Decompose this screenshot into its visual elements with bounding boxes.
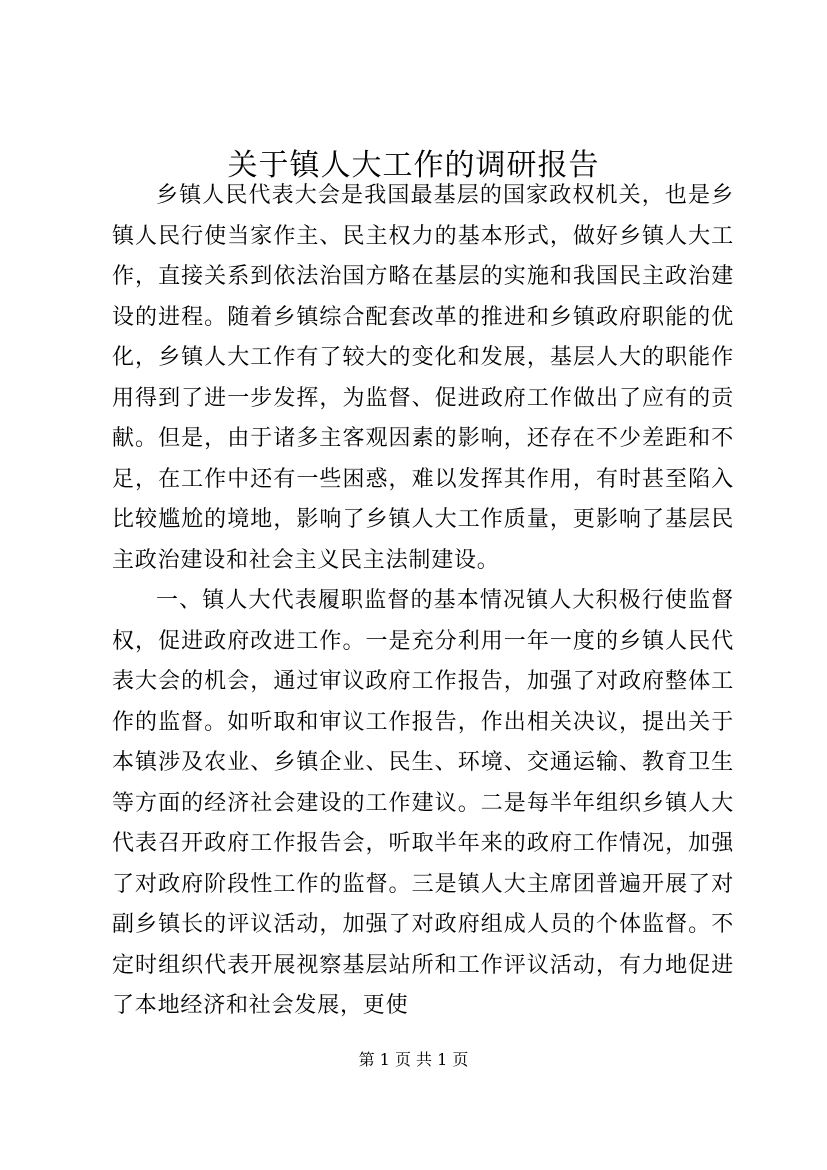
page-footer: 第 1 页 共 1 页	[358, 1050, 469, 1069]
paragraph-section-one: 一、镇人大代表履职监督的基本情况镇人大积极行使监督权，促进政府改进工作。一是充分利用一年一度的乡镇人民代表大会的机会，通过审议政府工作报告，加强了对政府整体工作的监督。如听取和审议工作报告，作出相关决议，提出关于本镇涉及农业、乡镇企业、民生、环境、交通运输、教育卫生等方面的经济社会建设的工作建议。二是每半年组织乡镇人大代表召开政府工作报告会，听取半年来的政府工作情况，加强了对政府阶段性工作的监督。三是镇人大主席团普遍开展了对副乡镇长的评议活动，加强了对政府组成人员的个体监督。不定时组织代表开展视察基层站所和工作评议活动，有力地促进了本地经济和社会发展，更使	[112, 588, 734, 1018]
paragraph-intro: 乡镇人民代表大会是我国最基层的国家政权机关，也是乡镇人民行使当家作主、民主权力的基本形式，做好乡镇人大工作，直接关系到依法治国方略在基层的实施和我国民主政治建设的进程。随着乡镇综合配套改革的推进和乡镇政府职能的优化，乡镇人大工作有了较大的变化和发展，基层人大的职能作用得到了进一步发挥，为监督、促进政府工作做出了应有的贡献。但是，由于诸多主客观因素的影响，还存在不少差距和不足，在工作中还有一些困惑，难以发挥其作用，有时甚至陷入比较尴尬的境地，影响了乡镇人大工作质量，更影响了基层民主政治建设和社会主义民主法制建设。	[112, 183, 734, 573]
document-body	[112, 176, 734, 1027]
document-title: 关于镇人大工作的调研报告	[227, 148, 600, 183]
